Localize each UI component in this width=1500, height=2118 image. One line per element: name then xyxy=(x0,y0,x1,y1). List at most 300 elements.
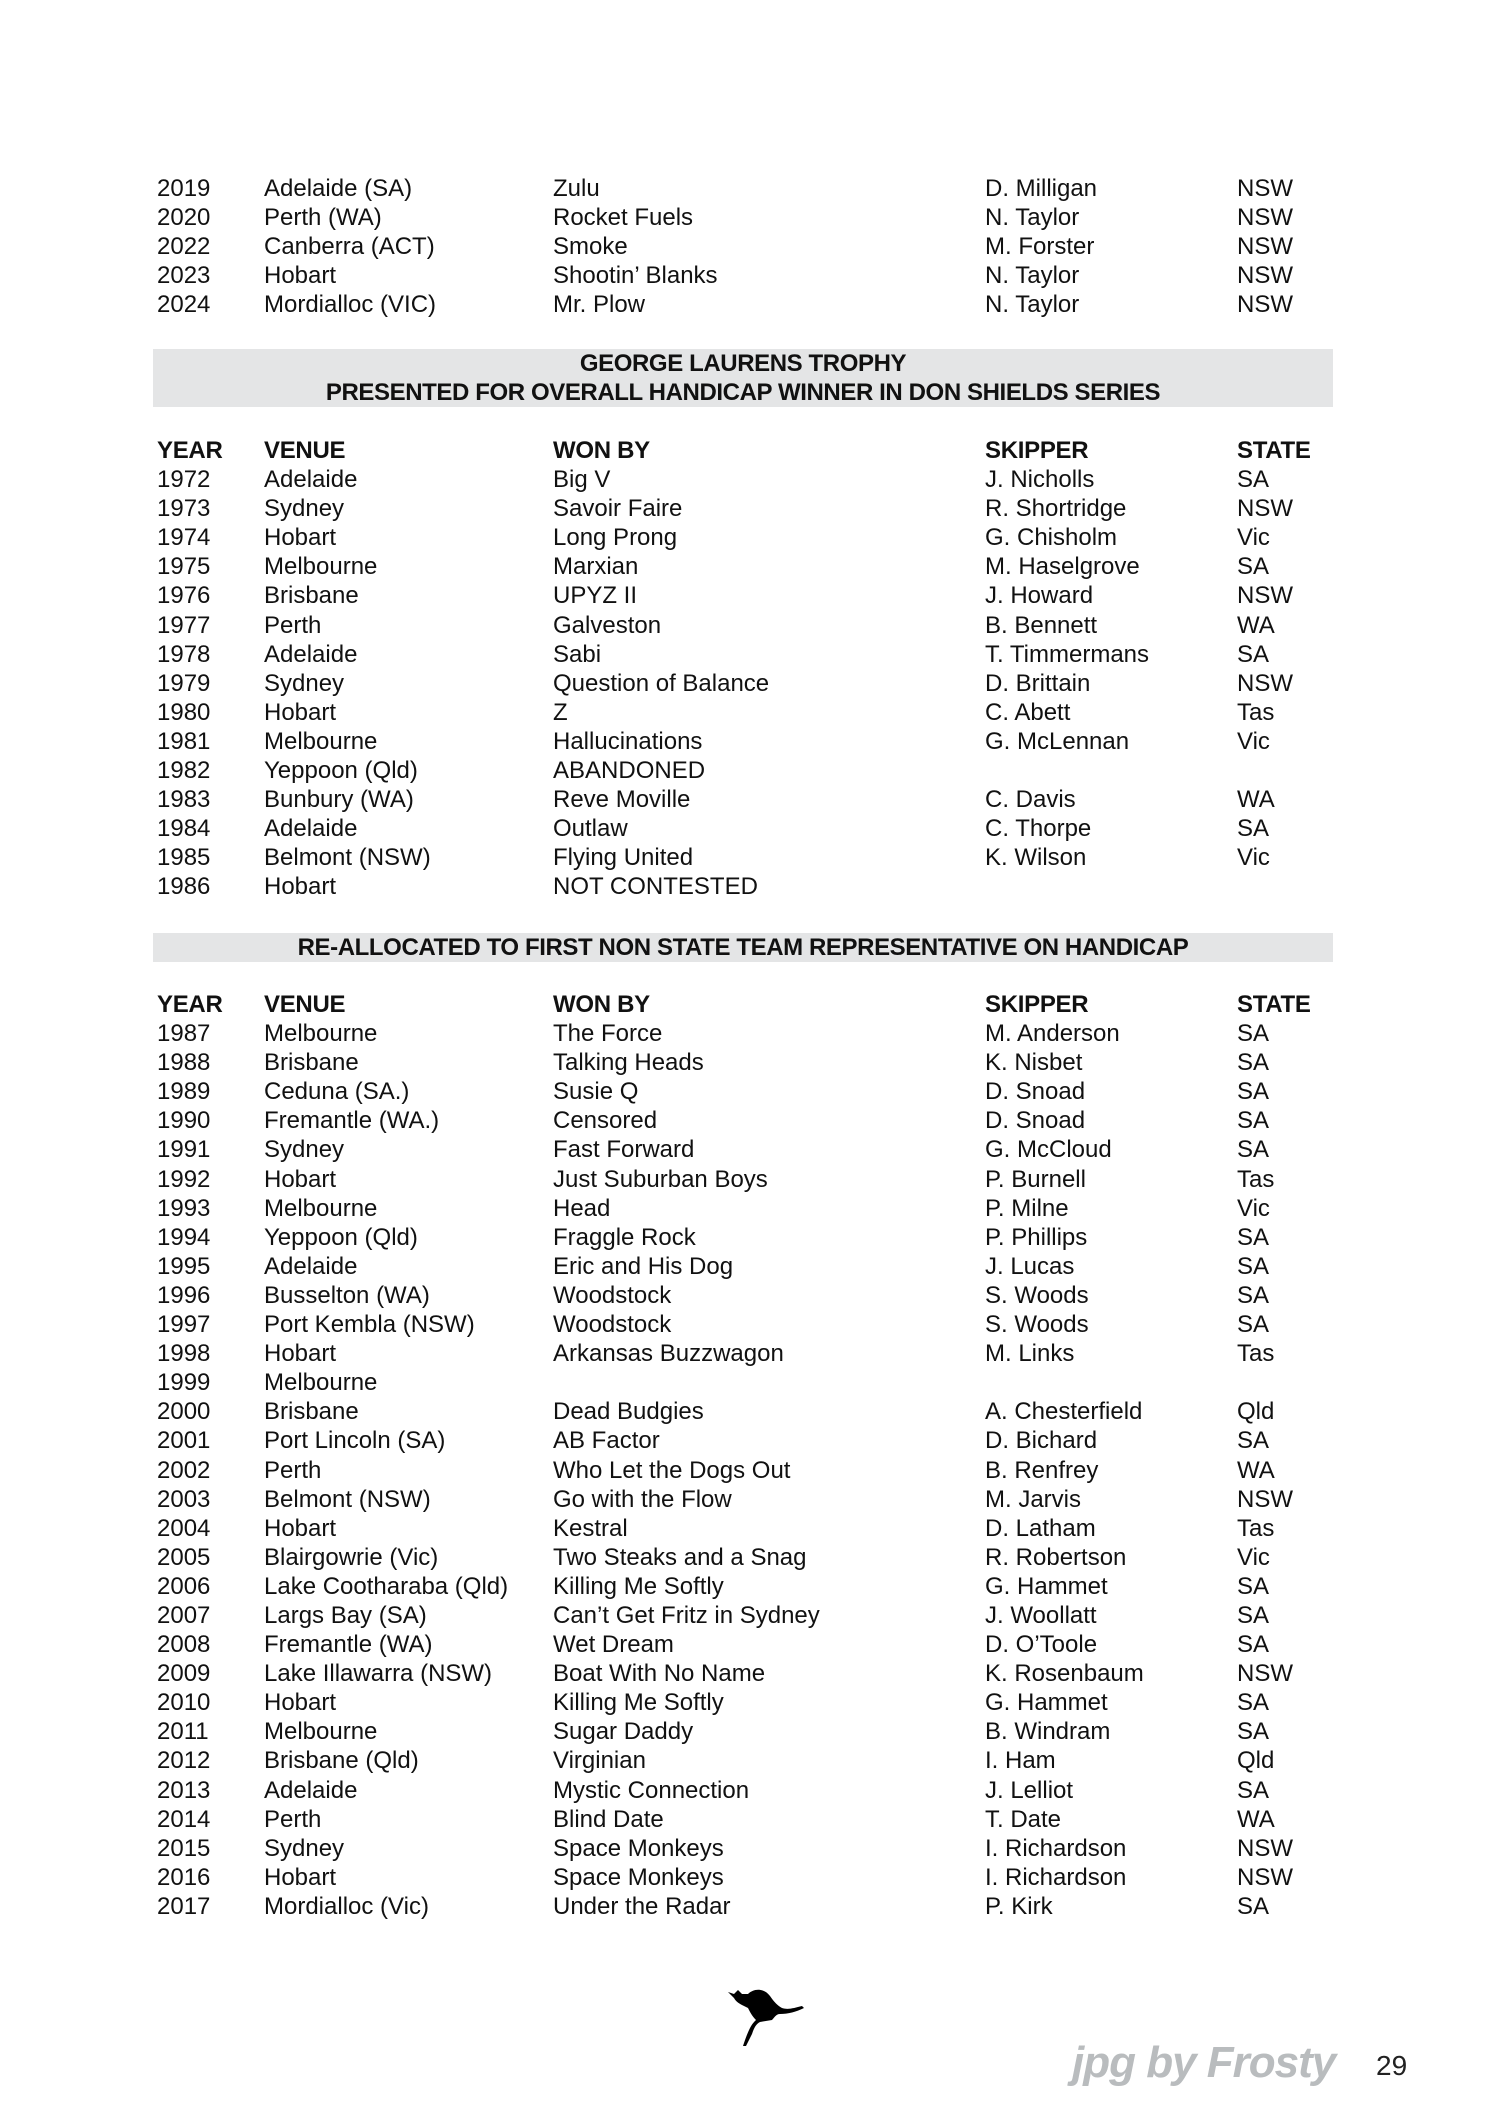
cell-state: SA xyxy=(1237,815,1270,843)
table-row xyxy=(0,1310,1500,1339)
table-row xyxy=(0,1135,1500,1164)
cell-skipper: T. Timmermans xyxy=(985,640,1150,668)
table-row xyxy=(0,756,1500,785)
cell-year: 1987 xyxy=(157,1020,211,1048)
cell-skipper: D. Latham xyxy=(985,1514,1096,1542)
table-row xyxy=(0,1426,1500,1455)
cell-won-by: Two Steaks and a Snag xyxy=(553,1543,807,1571)
cell-won-by: ABANDONED xyxy=(553,757,706,785)
cell-won-by: Kestral xyxy=(553,1514,628,1542)
cell-skipper: M. Haselgrove xyxy=(985,553,1140,581)
cell-state: Tas xyxy=(1237,1165,1275,1193)
cell-state: Tas xyxy=(1237,698,1275,726)
cell-year: 1989 xyxy=(157,1078,211,1106)
table-row xyxy=(0,1717,1500,1746)
cell-won-by: Fast Forward xyxy=(553,1136,695,1164)
table-row xyxy=(0,1834,1500,1863)
cell-state: NSW xyxy=(1237,1863,1293,1891)
cell-venue: Perth (WA) xyxy=(264,204,382,232)
cell-venue: Fremantle (WA.) xyxy=(264,1107,440,1135)
cell-won-by: Mystic Connection xyxy=(553,1776,750,1804)
cell-venue: Hobart xyxy=(264,1863,337,1891)
cell-skipper: I. Richardson xyxy=(985,1863,1127,1891)
cell-state: NSW xyxy=(1237,262,1293,290)
cell-year: 1983 xyxy=(157,786,211,814)
cell-skipper: P. Phillips xyxy=(985,1223,1088,1251)
cell-venue: Hobart xyxy=(264,1689,337,1717)
cell-state: WA xyxy=(1237,611,1275,639)
table-row xyxy=(0,494,1500,523)
cell-won-by: Space Monkeys xyxy=(553,1863,724,1891)
cell-venue: Perth xyxy=(264,1805,322,1833)
cell-year: 2002 xyxy=(157,1456,211,1484)
cell-state: Tas xyxy=(1237,1514,1275,1542)
table-row xyxy=(0,785,1500,814)
cell-venue: Yeppoon (Qld) xyxy=(264,1223,418,1251)
cell-state: SA xyxy=(1237,1718,1270,1746)
cell-year: 1999 xyxy=(157,1369,211,1397)
table-row xyxy=(0,1397,1500,1426)
top-continuation-table xyxy=(0,174,1500,319)
cell-won-by: Sugar Daddy xyxy=(553,1718,694,1746)
cell-venue: Melbourne xyxy=(264,1718,378,1746)
cell-venue: Sydney xyxy=(264,495,345,523)
table-row xyxy=(0,1339,1500,1368)
cell-won-by: Susie Q xyxy=(553,1078,639,1106)
cell-won-by: Blind Date xyxy=(553,1805,664,1833)
cell-state: SA xyxy=(1237,1776,1270,1804)
table-row xyxy=(0,552,1500,581)
cell-venue: Hobart xyxy=(264,262,337,290)
watermark-text: jpg by Frosty xyxy=(1072,2038,1336,2087)
cell-won-by: Who Let the Dogs Out xyxy=(553,1456,791,1484)
cell-state: Tas xyxy=(1237,1340,1275,1368)
cell-won-by: Sabi xyxy=(553,640,602,668)
cell-venue: Adelaide xyxy=(264,1252,358,1280)
cell-year: 1998 xyxy=(157,1340,211,1368)
cell-venue: Brisbane xyxy=(264,1398,359,1426)
reallocated-table xyxy=(0,990,1500,1921)
cell-won-by: Woodstock xyxy=(553,1311,672,1339)
cell-won-by: Boat With No Name xyxy=(553,1660,766,1688)
cell-state: NSW xyxy=(1237,1660,1293,1688)
cell-skipper: R. Shortridge xyxy=(985,495,1127,523)
cell-venue: Mordialloc (VIC) xyxy=(264,291,437,319)
table-row xyxy=(0,1514,1500,1543)
cell-year: 1982 xyxy=(157,757,211,785)
cell-state: SA xyxy=(1237,1020,1270,1048)
cell-state: SA xyxy=(1237,1107,1270,1135)
cell-year: 2010 xyxy=(157,1689,211,1717)
cell-won-by: The Force xyxy=(553,1020,663,1048)
cell-venue: Canberra (ACT) xyxy=(264,233,435,261)
cell-year: 2012 xyxy=(157,1747,211,1775)
cell-skipper: C. Abett xyxy=(985,698,1071,726)
cell-year: 1975 xyxy=(157,553,211,581)
cell-state: SA xyxy=(1237,553,1270,581)
table-row xyxy=(0,1630,1500,1659)
cell-venue: Sydney xyxy=(264,1834,345,1862)
cell-won-by: Galveston xyxy=(553,611,662,639)
header-venue: VENUE xyxy=(264,991,346,1018)
cell-venue: Yeppoon (Qld) xyxy=(264,757,418,785)
cell-state: Vic xyxy=(1237,524,1270,552)
cell-venue: Hobart xyxy=(264,524,337,552)
cell-year: 1997 xyxy=(157,1311,211,1339)
cell-skipper: K. Rosenbaum xyxy=(985,1660,1144,1688)
table-header-row xyxy=(0,990,1500,1019)
cell-year: 1978 xyxy=(157,640,211,668)
cell-skipper: M. Links xyxy=(985,1340,1075,1368)
table-row xyxy=(0,1485,1500,1514)
cell-won-by: Long Prong xyxy=(553,524,678,552)
cell-skipper: J. Lucas xyxy=(985,1252,1075,1280)
cell-won-by: Just Suburban Boys xyxy=(553,1165,768,1193)
table-row xyxy=(0,261,1500,290)
cell-year: 1979 xyxy=(157,669,211,697)
cell-year: 1972 xyxy=(157,466,211,494)
header-skipper: SKIPPER xyxy=(985,437,1089,464)
cell-won-by: Space Monkeys xyxy=(553,1834,724,1862)
cell-state: SA xyxy=(1237,1078,1270,1106)
cell-won-by: Wet Dream xyxy=(553,1631,674,1659)
cell-won-by: Rocket Fuels xyxy=(553,204,694,232)
cell-year: 2005 xyxy=(157,1543,211,1571)
table-row xyxy=(0,1543,1500,1572)
cell-won-by: Fraggle Rock xyxy=(553,1223,696,1251)
cell-won-by: Censored xyxy=(553,1107,658,1135)
table-row xyxy=(0,1194,1500,1223)
cell-venue: Hobart xyxy=(264,1514,337,1542)
cell-year: 1981 xyxy=(157,727,211,755)
cell-skipper: J. Nicholls xyxy=(985,466,1095,494)
cell-year: 1992 xyxy=(157,1165,211,1193)
cell-won-by: Smoke xyxy=(553,233,628,261)
cell-year: 2007 xyxy=(157,1601,211,1629)
banner-title: GEORGE LAURENS TROPHY xyxy=(579,350,907,377)
cell-skipper: J. Lelliot xyxy=(985,1776,1074,1804)
cell-state: Qld xyxy=(1237,1398,1275,1426)
cell-year: 1973 xyxy=(157,495,211,523)
cell-state: SA xyxy=(1237,1252,1270,1280)
cell-venue: Lake Illawarra (NSW) xyxy=(264,1660,493,1688)
table-row xyxy=(0,1456,1500,1485)
cell-state: SA xyxy=(1237,1572,1270,1600)
cell-venue: Adelaide xyxy=(264,466,358,494)
cell-venue: Sydney xyxy=(264,1136,345,1164)
cell-won-by: AB Factor xyxy=(553,1427,660,1455)
cell-venue: Brisbane xyxy=(264,1049,359,1077)
cell-year: 2001 xyxy=(157,1427,211,1455)
header-venue: VENUE xyxy=(264,437,346,464)
cell-skipper: J. Woollatt xyxy=(985,1601,1097,1629)
cell-state: SA xyxy=(1237,466,1270,494)
cell-year: 2004 xyxy=(157,1514,211,1542)
cell-year: 2020 xyxy=(157,204,211,232)
cell-won-by: Head xyxy=(553,1194,611,1222)
cell-state: SA xyxy=(1237,1631,1270,1659)
table-row xyxy=(0,290,1500,319)
cell-state: Vic xyxy=(1237,1543,1270,1571)
cell-state: NSW xyxy=(1237,233,1293,261)
cell-won-by: Outlaw xyxy=(553,815,628,843)
cell-skipper: T. Date xyxy=(985,1805,1062,1833)
cell-state: SA xyxy=(1237,1049,1270,1077)
cell-state: NSW xyxy=(1237,669,1293,697)
cell-state: Qld xyxy=(1237,1747,1275,1775)
cell-state: SA xyxy=(1237,1689,1270,1717)
cell-skipper: M. Forster xyxy=(985,233,1095,261)
table-row xyxy=(0,1776,1500,1805)
cell-venue: Brisbane xyxy=(264,582,359,610)
table-row xyxy=(0,640,1500,669)
cell-skipper: M. Jarvis xyxy=(985,1485,1081,1513)
cell-skipper: J. Howard xyxy=(985,582,1094,610)
cell-skipper: K. Wilson xyxy=(985,844,1087,872)
cell-skipper: D. Milligan xyxy=(985,175,1098,202)
cell-won-by: Reve Moville xyxy=(553,786,691,814)
cell-won-by: Big V xyxy=(553,466,611,494)
header-state: STATE xyxy=(1237,437,1311,464)
cell-venue: Belmont (NSW) xyxy=(264,844,431,872)
cell-state: SA xyxy=(1237,1892,1270,1920)
cell-skipper: C. Thorpe xyxy=(985,815,1092,843)
cell-skipper: G. Chisholm xyxy=(985,524,1118,552)
table-row xyxy=(0,669,1500,698)
cell-state: NSW xyxy=(1237,1485,1293,1513)
header-won-by: WON BY xyxy=(553,991,650,1018)
cell-year: 1995 xyxy=(157,1252,211,1280)
cell-state: NSW xyxy=(1237,204,1293,232)
cell-venue: Melbourne xyxy=(264,727,378,755)
cell-skipper: A. Chesterfield xyxy=(985,1398,1143,1426)
cell-skipper: S. Woods xyxy=(985,1311,1089,1339)
cell-year: 2017 xyxy=(157,1892,211,1920)
kangaroo-icon xyxy=(720,1980,810,2050)
table-row xyxy=(0,1252,1500,1281)
cell-skipper: G. Hammet xyxy=(985,1572,1108,1600)
cell-venue: Sydney xyxy=(264,669,345,697)
table-row xyxy=(0,727,1500,756)
cell-year: 2023 xyxy=(157,262,211,290)
table-row xyxy=(0,1281,1500,1310)
section-banner-reallocated xyxy=(153,933,1333,962)
cell-venue: Melbourne xyxy=(264,1194,378,1222)
header-state: STATE xyxy=(1237,991,1311,1018)
cell-skipper: N. Taylor xyxy=(985,262,1080,290)
cell-year: 1977 xyxy=(157,611,211,639)
cell-year: 1988 xyxy=(157,1049,211,1077)
cell-won-by: Zulu xyxy=(553,175,600,202)
cell-skipper: D. Bichard xyxy=(985,1427,1098,1455)
cell-won-by: NOT CONTESTED xyxy=(553,873,758,901)
cell-won-by: Mr. Plow xyxy=(553,291,646,319)
cell-state: WA xyxy=(1237,1805,1275,1833)
cell-state: NSW xyxy=(1237,291,1293,319)
banner-title: RE-ALLOCATED TO FIRST NON STATE TEAM REPRESENTATIVE ON HANDICAP xyxy=(297,934,1189,961)
cell-state: SA xyxy=(1237,1136,1270,1164)
cell-year: 1994 xyxy=(157,1223,211,1251)
cell-venue: Perth xyxy=(264,611,322,639)
cell-year: 2015 xyxy=(157,1834,211,1862)
cell-year: 1996 xyxy=(157,1281,211,1309)
table-row xyxy=(0,1572,1500,1601)
cell-won-by: Marxian xyxy=(553,553,639,581)
cell-won-by: Hallucinations xyxy=(553,727,703,755)
header-skipper: SKIPPER xyxy=(985,991,1089,1018)
cell-skipper: B. Windram xyxy=(985,1718,1111,1746)
cell-skipper: N. Taylor xyxy=(985,291,1080,319)
cell-won-by: Savoir Faire xyxy=(553,495,683,523)
cell-state: SA xyxy=(1237,1427,1270,1455)
cell-year: 1984 xyxy=(157,815,211,843)
cell-skipper: M. Anderson xyxy=(985,1020,1120,1048)
cell-venue: Adelaide (SA) xyxy=(264,175,413,202)
cell-won-by: Woodstock xyxy=(553,1281,672,1309)
cell-skipper: R. Robertson xyxy=(985,1543,1127,1571)
cell-state: SA xyxy=(1237,1311,1270,1339)
table-row xyxy=(0,1659,1500,1688)
cell-venue: Largs Bay (SA) xyxy=(264,1601,427,1629)
cell-skipper: P. Milne xyxy=(985,1194,1069,1222)
cell-venue: Fremantle (WA) xyxy=(264,1631,433,1659)
cell-skipper: S. Woods xyxy=(985,1281,1089,1309)
cell-won-by: UPYZ II xyxy=(553,582,638,610)
table-row xyxy=(0,1805,1500,1834)
cell-venue: Port Kembla (NSW) xyxy=(264,1311,475,1339)
cell-year: 1993 xyxy=(157,1194,211,1222)
cell-venue: Melbourne xyxy=(264,553,378,581)
cell-venue: Hobart xyxy=(264,873,337,901)
table-row xyxy=(0,1368,1500,1397)
cell-state: Vic xyxy=(1237,844,1270,872)
cell-skipper: I. Richardson xyxy=(985,1834,1127,1862)
banner-subtitle: PRESENTED FOR OVERALL HANDICAP WINNER IN DON SHIELDS SERIES xyxy=(325,379,1161,406)
cell-year: 2024 xyxy=(157,291,211,319)
cell-won-by: Virginian xyxy=(553,1747,646,1775)
cell-won-by: Under the Radar xyxy=(553,1892,731,1920)
table-row xyxy=(0,1601,1500,1630)
table-row xyxy=(0,523,1500,552)
cell-won-by: Go with the Flow xyxy=(553,1485,732,1513)
cell-state: SA xyxy=(1237,640,1270,668)
cell-state: SA xyxy=(1237,1601,1270,1629)
table-row xyxy=(0,843,1500,872)
cell-state: WA xyxy=(1237,1456,1275,1484)
cell-year: 2008 xyxy=(157,1631,211,1659)
cell-venue: Perth xyxy=(264,1456,322,1484)
cell-venue: Adelaide xyxy=(264,1776,358,1804)
cell-venue: Port Lincoln (SA) xyxy=(264,1427,446,1455)
cell-venue: Brisbane (Qld) xyxy=(264,1747,419,1775)
section-banner-george-laurens xyxy=(153,349,1333,407)
cell-year: 2000 xyxy=(157,1398,211,1426)
table-row xyxy=(0,814,1500,843)
table-row xyxy=(0,203,1500,232)
cell-state: Vic xyxy=(1237,727,1270,755)
table-row xyxy=(0,581,1500,610)
cell-skipper: D. Snoad xyxy=(985,1078,1086,1106)
cell-venue: Hobart xyxy=(264,1340,337,1368)
cell-skipper: K. Nisbet xyxy=(985,1049,1083,1077)
table-row xyxy=(0,1165,1500,1194)
table-row xyxy=(0,1688,1500,1717)
cell-skipper: G. Hammet xyxy=(985,1689,1108,1717)
cell-venue: Mordialloc (Vic) xyxy=(264,1892,429,1920)
header-won-by: WON BY xyxy=(553,437,650,464)
cell-won-by: Arkansas Buzzwagon xyxy=(553,1340,784,1368)
cell-state: NSW xyxy=(1237,175,1293,202)
cell-venue: Adelaide xyxy=(264,640,358,668)
cell-skipper: G. McCloud xyxy=(985,1136,1112,1164)
cell-venue: Bunbury (WA) xyxy=(264,786,414,814)
cell-year: 2014 xyxy=(157,1805,211,1833)
table-row xyxy=(0,1106,1500,1135)
cell-venue: Ceduna (SA.) xyxy=(264,1078,410,1106)
cell-won-by: Killing Me Softly xyxy=(553,1689,724,1717)
table-row xyxy=(0,1019,1500,1048)
table-row xyxy=(0,232,1500,261)
table-row xyxy=(0,1892,1500,1921)
table-row xyxy=(0,872,1500,901)
cell-skipper: P. Kirk xyxy=(985,1892,1053,1920)
cell-skipper: B. Renfrey xyxy=(985,1456,1099,1484)
cell-skipper: N. Taylor xyxy=(985,204,1080,232)
cell-won-by: Dead Budgies xyxy=(553,1398,704,1426)
cell-won-by: Killing Me Softly xyxy=(553,1572,724,1600)
cell-state: WA xyxy=(1237,786,1275,814)
table-row xyxy=(0,174,1500,203)
cell-year: 1985 xyxy=(157,844,211,872)
george-laurens-table xyxy=(0,436,1500,902)
table-row xyxy=(0,1746,1500,1775)
cell-skipper: B. Bennett xyxy=(985,611,1098,639)
cell-venue: Melbourne xyxy=(264,1369,378,1397)
cell-skipper: D. Snoad xyxy=(985,1107,1086,1135)
table-header-row xyxy=(0,436,1500,465)
cell-year: 2009 xyxy=(157,1660,211,1688)
table-row xyxy=(0,698,1500,727)
table-row xyxy=(0,611,1500,640)
table-row xyxy=(0,1223,1500,1252)
cell-year: 2013 xyxy=(157,1776,211,1804)
cell-venue: Lake Cootharaba (Qld) xyxy=(264,1572,509,1600)
cell-state: NSW xyxy=(1237,495,1293,523)
header-year: YEAR xyxy=(157,991,223,1018)
cell-won-by: Eric and His Dog xyxy=(553,1252,734,1280)
cell-venue: Belmont (NSW) xyxy=(264,1485,431,1513)
cell-year: 1976 xyxy=(157,582,211,610)
cell-venue: Hobart xyxy=(264,698,337,726)
cell-year: 2011 xyxy=(157,1718,209,1746)
cell-year: 1991 xyxy=(157,1136,211,1164)
cell-skipper: C. Davis xyxy=(985,786,1076,814)
table-row xyxy=(0,1077,1500,1106)
cell-year: 1974 xyxy=(157,524,211,552)
cell-year: 2022 xyxy=(157,233,211,261)
table-row xyxy=(0,1048,1500,1077)
page-number: 29 xyxy=(1376,2050,1408,2081)
header-year: YEAR xyxy=(157,437,223,464)
cell-won-by: Talking Heads xyxy=(553,1049,704,1077)
cell-won-by: Z xyxy=(553,698,568,726)
cell-venue: Blairgowrie (Vic) xyxy=(264,1543,439,1571)
cell-venue: Adelaide xyxy=(264,815,358,843)
cell-state: NSW xyxy=(1237,582,1293,610)
cell-state: SA xyxy=(1237,1223,1270,1251)
cell-state: SA xyxy=(1237,1281,1270,1309)
cell-won-by: Question of Balance xyxy=(553,669,770,697)
